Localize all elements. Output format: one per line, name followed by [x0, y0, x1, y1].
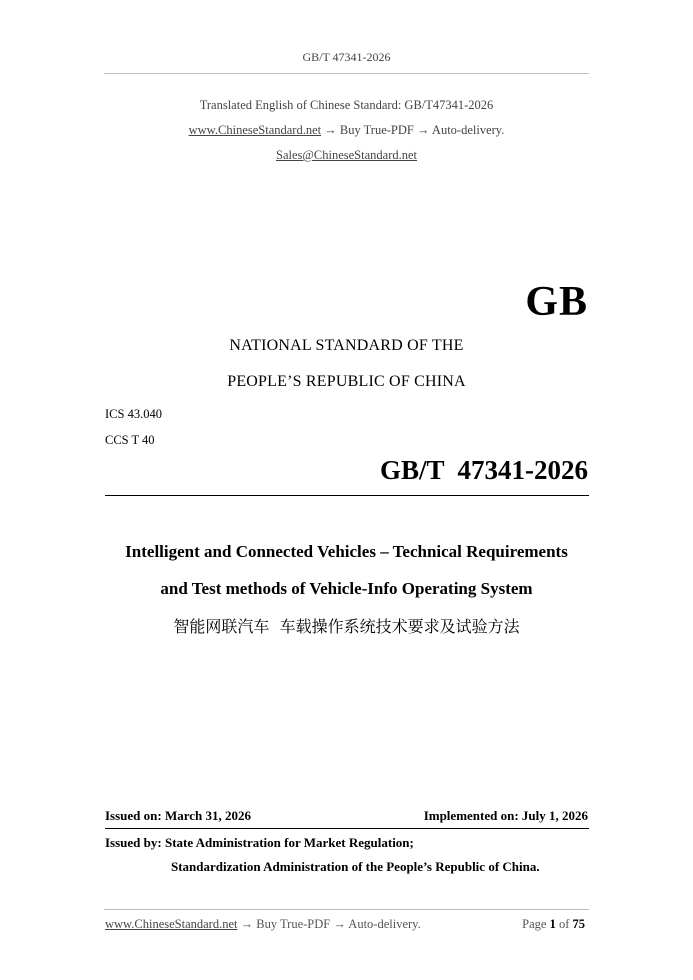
national-standard-line2: PEOPLE’S REPUBLIC OF CHINA — [227, 373, 466, 390]
translation-notice: Translated English of Chinese Standard: GB/T47341-2026 — [199, 98, 494, 112]
issued-by-line2: Standardization Administration of the People’s Republic of China. — [171, 859, 540, 874]
email-link[interactable]: Sales@ChineseStandard.net — [276, 148, 417, 162]
page-total: 75 — [572, 917, 585, 931]
implemented-on: Implemented on: July 1, 2026 — [423, 808, 588, 823]
title-en-line2: and Test methods of Vehicle-Info Operating System — [160, 579, 533, 598]
running-header: GB/T 47341-2026 — [302, 50, 391, 64]
page-prefix: Page — [522, 917, 550, 931]
page-indicator — [522, 917, 585, 932]
email-line — [0, 148, 693, 163]
issued-by-line1: Issued by: State Administration for Market Regulation; — [105, 835, 414, 850]
ics-code: ICS 43.040 — [105, 407, 162, 421]
footer-divider — [104, 909, 589, 910]
purchase-text: → Buy True-PDF → Auto-delivery. — [321, 123, 505, 137]
page-number: 1 — [549, 917, 556, 931]
issued-on: Issued on: March 31, 2026 — [105, 808, 252, 823]
title-cn: 智能网联汽车 车载操作系统技术要求及试验方法 — [173, 617, 520, 636]
issue-info-rule — [105, 828, 589, 829]
footer-purchase-line — [105, 917, 421, 932]
page-of: of — [555, 917, 573, 931]
footer-purchase-text: → Buy True-PDF → Auto-delivery. — [237, 917, 421, 931]
header-divider — [104, 73, 589, 74]
gb-mark: GB — [525, 279, 588, 325]
ccs-code: CCS T 40 — [105, 433, 155, 447]
footer-site-link[interactable]: www.ChineseStandard.net — [105, 917, 238, 931]
standard-number: GB/T 47341-2026 — [379, 455, 588, 485]
site-link[interactable]: www.ChineseStandard.net — [188, 123, 322, 137]
title-en-line1: Intelligent and Connected Vehicles – Technical Requirements — [125, 542, 568, 561]
national-standard-line1: NATIONAL STANDARD OF THE — [229, 337, 464, 354]
purchase-line — [0, 123, 693, 138]
standard-number-rule — [105, 495, 589, 496]
